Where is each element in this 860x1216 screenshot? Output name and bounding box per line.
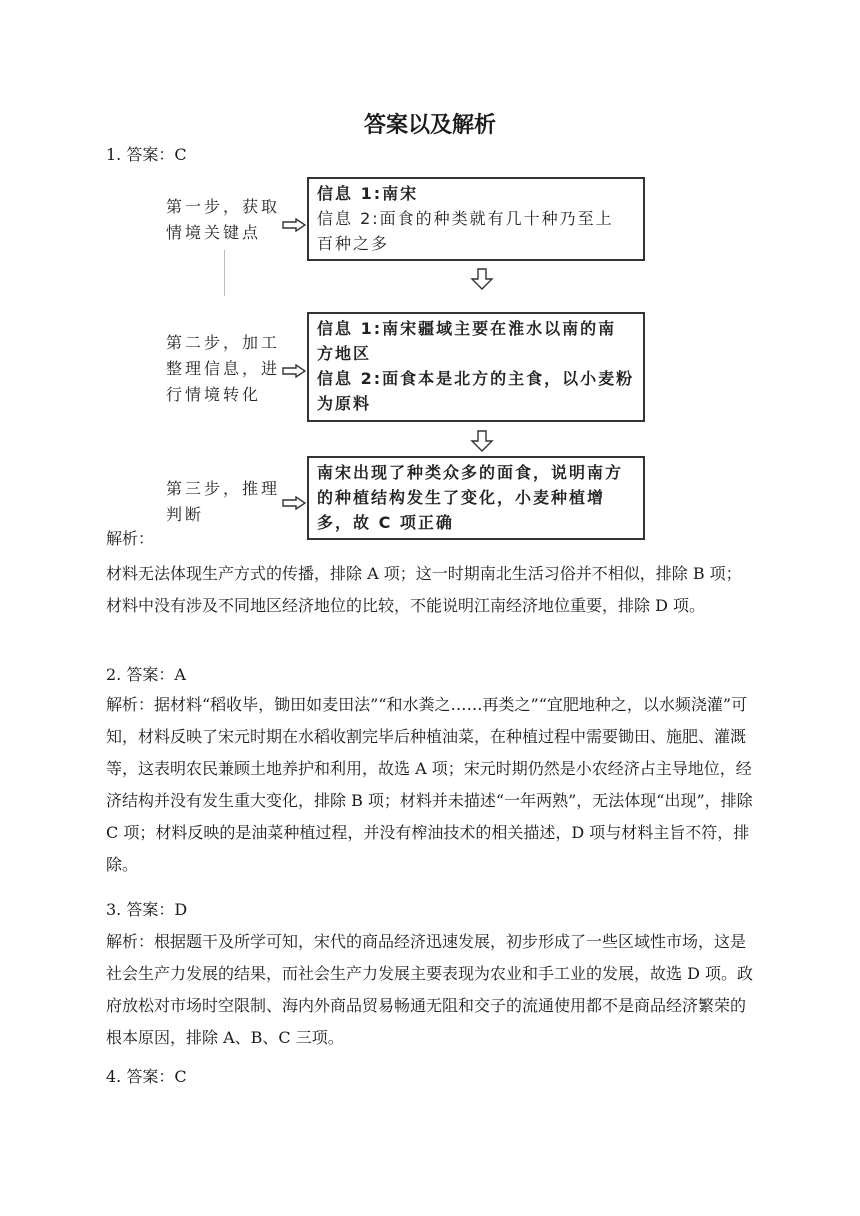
step-3-line-1: 第三步，推理 bbox=[166, 479, 281, 498]
box-1-line-1: 信息 1:南宋 bbox=[317, 184, 419, 203]
q3-analysis: 解析：根据题干及所学可知，宋代的商品经济迅速发展，初步形成了一些区域性市场，这是社会生产力发展的结果，而社会生产力发展主要表现为农业和手工业的发展，故选 D 项。政府放松对市场时空限制、海内外商品贸易畅通无阻和交子的流通使用都不是商品经济繁荣的根本原因，排除 A、B、C 三项。 bbox=[106, 932, 754, 1047]
box-3-line-1: 南宋出现了种类众多的面食，说明南方 bbox=[317, 463, 624, 482]
box-1-line-3: 百种之多 bbox=[317, 234, 390, 253]
box-2-line-2: 方地区 bbox=[317, 344, 372, 363]
arrow-right-icon bbox=[282, 218, 306, 232]
step-2-label bbox=[166, 330, 280, 408]
step-1-line-2: 情境关键点 bbox=[166, 223, 262, 242]
q1-analysis-label: 解析： bbox=[106, 529, 155, 548]
info-box-2 bbox=[307, 312, 645, 422]
arrow-down-icon bbox=[470, 430, 494, 452]
step-3-label bbox=[166, 476, 280, 528]
box-2-line-3: 信息 2:面食本是北方的主食，以小麦粉 bbox=[317, 369, 635, 388]
step-1-line-1: 第一步，获取 bbox=[166, 197, 281, 216]
page-title: 答案以及解析 bbox=[363, 113, 496, 138]
step-2-line-1: 第二步，加工 bbox=[166, 333, 281, 352]
q1-analysis: 材料无法体现生产方式的传播，排除 A 项；这一时期南北生活习俗并不相似，排除 B 项；材料中没有涉及不同地区经济地位的比较，不能说明江南经济地位重要，排除 D 项。 bbox=[106, 564, 742, 615]
step-3-line-2: 判断 bbox=[166, 505, 205, 524]
info-box-3 bbox=[307, 456, 645, 540]
arrow-right-icon bbox=[282, 364, 306, 378]
arrow-right-icon bbox=[282, 496, 306, 510]
step-1-label bbox=[166, 194, 280, 246]
box-3-line-2: 的种植结构发生了变化，小麦种植增 bbox=[317, 488, 606, 507]
q2-answer: 2. 答案：A bbox=[106, 665, 186, 684]
box-1-line-2: 信息 2:面食的种类就有几十种乃至上 bbox=[317, 209, 614, 228]
arrow-down-icon bbox=[470, 268, 494, 290]
step-2-line-3: 行情境转化 bbox=[166, 385, 262, 404]
q4-answer: 4. 答案：C bbox=[106, 1067, 187, 1086]
box-3-line-3: 多，故 C 项正确 bbox=[317, 513, 454, 532]
divider-mark bbox=[224, 250, 225, 296]
q1-answer: 1. 答案：C bbox=[106, 145, 187, 164]
q2-analysis: 解析：据材料“稻收毕，锄田如麦田法”“和水粪之……再类之”“宜肥地种之，以水频浇灌”可知，材料反映了宋元时期在水稻收割完毕后种植油菜，在种植过程中需要锄田、施肥、灌溉等，这表明农民兼顾土地养护和利用，故选 A 项；宋元时期仍然是小农经济占主导地位，经济结构并没有发生重大变化，排除 B 项；材料并未描述“一年两熟”，无法体现“出现”，排除 C 项；材料反映的是油菜种植过程，并没有榨油技术的相关描述，D 项与材料主旨不符，排除。 bbox=[106, 695, 753, 874]
box-2-line-4: 为原料 bbox=[317, 394, 372, 413]
q3-answer: 3. 答案：D bbox=[106, 900, 188, 919]
box-2-line-1: 信息 1:南宋疆域主要在淮水以南的南 bbox=[317, 319, 617, 338]
step-2-line-2: 整理信息，进 bbox=[166, 359, 281, 378]
info-box-1 bbox=[307, 177, 645, 261]
